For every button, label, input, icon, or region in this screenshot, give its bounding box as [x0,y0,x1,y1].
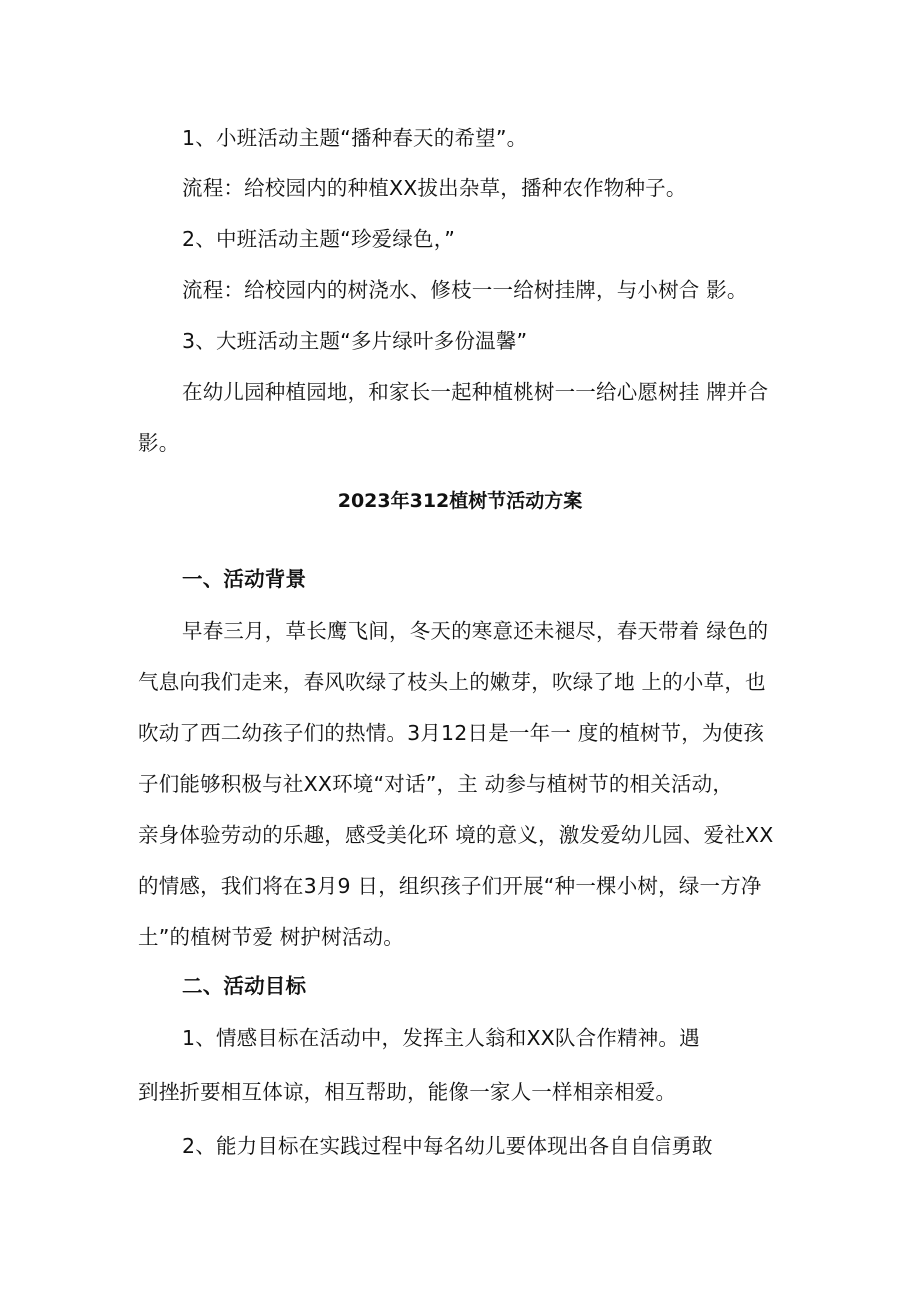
text-line: 在幼儿园种植园地，和家长一起种植桃树一一给心愿树挂 牌并合 [182,380,769,404]
paragraph-line: 吹动了西二幼孩子们的热情。3月12日是一年一 度的植树节，为使孩 [138,721,765,745]
text-line: 1、小班活动主题“播种春天的希望”。 [182,126,528,150]
paragraph-line: 气息向我们走来，春风吹绿了枝头上的嫩芽，吹绿了地 上的小草，也 [138,670,766,694]
paragraph-line: 的情感，我们将在3月9 日，组织孩子们开展“种一棵小树，绿一方净 [138,874,762,898]
paragraph-line: 1、情感目标在活动中，发挥主人翁和XX队合作精神。遇 [182,1026,700,1050]
text-line: 影。 [138,431,180,455]
paragraph-line: 亲身体验劳动的乐趣，感受美化环 境的意义，激发爱幼儿园、爱社XX [138,823,774,847]
text-line: 流程：给校园内的种植XX拔出杂草，播种农作物种子。 [182,176,687,200]
document-title: 2023年312植树节活动方案 [337,490,583,512]
section-heading-goals: 二、活动目标 [182,974,307,998]
section-heading-background: 一、活动背景 [182,567,307,591]
text-line: 3、大班活动主题“多片绿叶多份温馨” [182,329,528,353]
paragraph-line: 土”的植树节爱 树护树活动。 [138,925,404,949]
paragraph-line: 早春三月，草长鹰飞间，冬天的寒意还未褪尽，春天带着 绿色的 [182,619,769,643]
paragraph-line: 到挫折要相互体谅，相互帮助，能像一家人一样相亲相爱。 [138,1080,677,1104]
text-line: 2、中班活动主题“珍爱绿色，” [182,227,456,251]
text-line: 流程：给校园内的树浇水、修枝一一给树挂牌，与小树合 影。 [182,278,748,302]
paragraph-line: 子们能够积极与社XX环境“对话”，主 动参与植树节的相关活动， [138,772,734,796]
paragraph-line: 2、能力目标在实践过程中每名幼儿要体现出各自自信勇敢 [182,1134,713,1158]
